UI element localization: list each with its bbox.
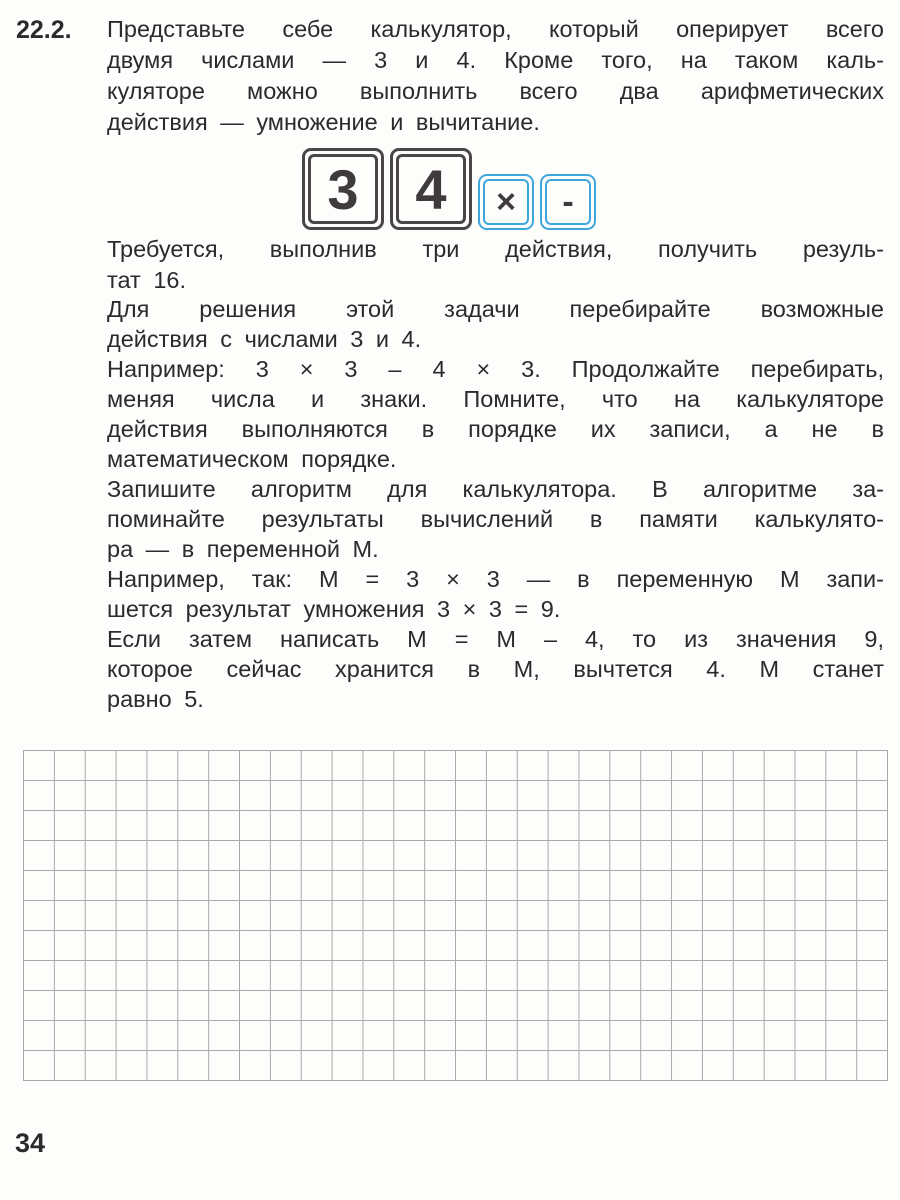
text-line: Например, так: М = 3 × 3 — в переменную М запи- (107, 566, 884, 592)
answer-grid[interactable] (23, 750, 888, 1081)
text-line: куляторе можно выполнить всего два арифметических (107, 78, 884, 104)
text-line: Требуется, выполнив три действия, получить резуль- (107, 236, 884, 262)
text-line: двумя числами — 3 и 4. Кроме того, на таком каль- (107, 47, 884, 73)
text-line: Если затем написать М = М – 4, то из значения 9, (107, 626, 884, 652)
text-line: шется результат умножения 3 × 3 = 9. (107, 596, 561, 622)
text-line: действия выполняются в порядке их записи, а не в (107, 416, 884, 442)
key-label: 3 (308, 154, 378, 224)
text-line: поминайте результаты вычислений в памяти калькулято- (107, 506, 884, 532)
text-line: ра — в переменной М. (107, 536, 379, 562)
key-minus (540, 174, 596, 230)
multiply-icon: × (483, 179, 529, 225)
key-4 (390, 148, 472, 230)
text-line: меняя числа и знаки. Помните, что на калькуляторе (107, 386, 884, 412)
text-line: Представьте себе калькулятор, который оперирует всего (107, 16, 884, 42)
calculator-keys (302, 148, 596, 230)
key-multiply (478, 174, 534, 230)
key-label: 4 (396, 154, 466, 224)
task-instructions (107, 234, 884, 714)
task-number: 22.2. (16, 16, 72, 44)
text-line: Например: 3 × 3 – 4 × 3. Продолжайте перебирать, (107, 356, 884, 382)
minus-icon: - (545, 179, 591, 225)
text-line: тат 16. (107, 267, 187, 293)
text-line: действия — умножение и вычитание. (107, 109, 540, 135)
text-line: Запишите алгоритм для калькулятора. В алгоритме за- (107, 476, 884, 502)
text-line: действия с числами 3 и 4. (107, 326, 422, 352)
text-line: которое сейчас хранится в М, вычтется 4. М станет (107, 656, 884, 682)
page-number: 34 (15, 1128, 46, 1158)
task-intro (107, 14, 884, 138)
text-line: математическом порядке. (107, 446, 397, 472)
text-line: Для решения этой задачи перебирайте возможные (107, 296, 884, 322)
key-3 (302, 148, 384, 230)
text-line: равно 5. (107, 686, 204, 712)
